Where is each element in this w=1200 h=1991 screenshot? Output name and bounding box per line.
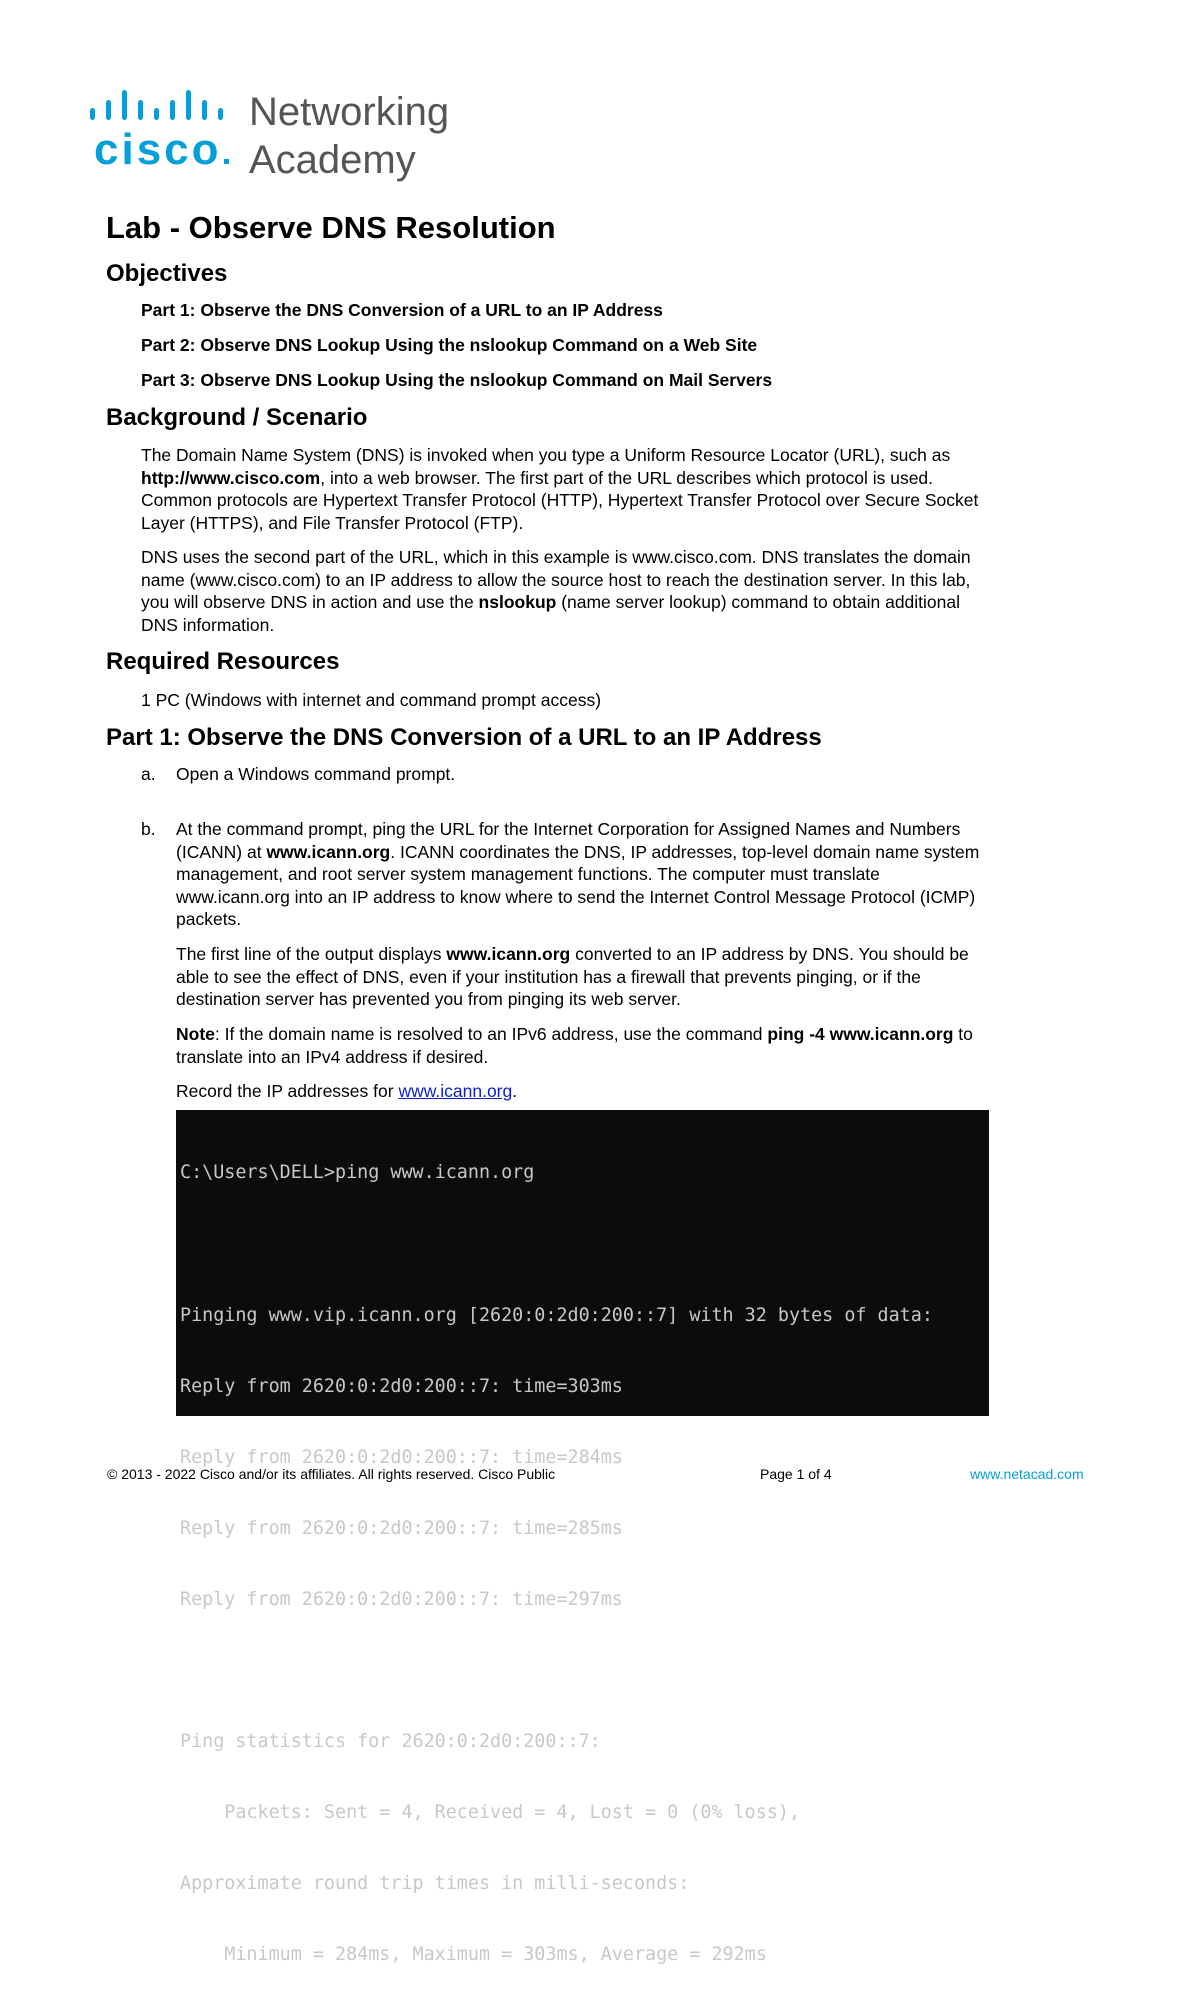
- objective-part-3: Part 3: Observe DNS Lookup Using the nslookup Command on Mail Servers: [141, 370, 773, 390]
- background-paragraph-1: [141, 444, 1101, 534]
- cisco-networking-academy-logo: [86, 88, 466, 182]
- objective-part-1: Part 1: Observe the DNS Conversion of a URL to an IP Address: [141, 300, 663, 320]
- terminal-line: Minimum = 284ms, Maximum = 303ms, Average = 292ms: [180, 1944, 767, 1966]
- footer-page-number: Page 1 of 4: [760, 1466, 832, 1482]
- bg-p2-line3-pre: you will observe DNS in action and use the: [141, 592, 479, 612]
- expl-line2: able to see the effect of DNS, even if your institution has a firewall that prevents pinging, or if the: [176, 966, 921, 987]
- step-b-output-explanation: [176, 943, 1086, 1011]
- bg-p1-line2: [141, 467, 1101, 490]
- cisco-bars-icon: [86, 88, 236, 128]
- step-a-marker: a.: [141, 764, 156, 784]
- bg-p2-line1: DNS uses the second part of the URL, which in this example is www.cisco.com. DNS translates the domain: [141, 547, 971, 567]
- bg-p2-line4: DNS information.: [141, 614, 275, 635]
- record-pre: Record the IP addresses for: [176, 1081, 399, 1101]
- bg-p2-line3: [141, 591, 1101, 614]
- icann-link[interactable]: www.icann.org: [398, 1081, 513, 1101]
- step-b-line2: [176, 841, 1086, 864]
- step-b-line1: At the command prompt, ping the URL for the Internet Corporation for Assigned Names and Numbers: [176, 819, 961, 839]
- step-b-line2-pre: (ICANN) at: [176, 841, 267, 862]
- note-line2: translate into an IPv4 address if desired.: [176, 1046, 489, 1067]
- terminal-line: [180, 1659, 989, 1683]
- terminal-line: Reply from 2620:0:2d0:200::7: time=303ms: [180, 1375, 623, 1397]
- note: [176, 1023, 1086, 1068]
- expl-line1-post: converted to an IP address by DNS. You should be: [570, 944, 969, 964]
- resources-heading: Required Resources: [106, 648, 340, 675]
- step-a-text: Open a Windows command prompt.: [176, 764, 456, 784]
- academy-name-line1: Networking: [249, 90, 450, 134]
- terminal-line: Reply from 2620:0:2d0:200::7: time=284ms: [180, 1446, 623, 1468]
- terminal-line: Approximate round trip times in milli-seconds:: [180, 1873, 690, 1895]
- note-label: Note: [176, 1024, 215, 1044]
- footer-site-link[interactable]: www.netacad.com: [970, 1466, 1084, 1482]
- objective-part-2: Part 2: Observe DNS Lookup Using the nslookup Command on a Web Site: [141, 335, 758, 355]
- bg-p2-line2: name (www.cisco.com) to an IP address to allow the source host to reach the destination server. In this lab,: [141, 569, 971, 590]
- page-title: Lab - Observe DNS Resolution: [106, 210, 556, 245]
- nslookup-term: nslookup: [478, 592, 557, 612]
- expl-line3: destination server has prevented you from pinging its web server.: [176, 989, 681, 1009]
- cisco-wordmark: cisco: [94, 128, 229, 172]
- cisco-url: http://www.cisco.com: [141, 467, 321, 488]
- terminal-line: Pinging www.vip.icann.org [2620:0:2d0:200::7] with 32 bytes of data:: [180, 1304, 933, 1326]
- terminal-line: Ping statistics for 2620:0:2d0:200::7:: [180, 1731, 601, 1753]
- step-b-line3: management, and root server system management functions. The computer must translate: [176, 864, 880, 884]
- bg-p1-line4: Layer (HTTPS), and File Transfer Protocol (FTP).: [141, 512, 524, 533]
- step-b-line5: packets.: [176, 909, 242, 929]
- step-b-text: [176, 818, 1086, 931]
- academy-name-line2: Academy: [249, 138, 416, 182]
- bg-p2-line3-post: (name server lookup) command to obtain additional: [556, 592, 961, 612]
- background-paragraph-2: [141, 546, 1101, 636]
- bg-p1-line1: The Domain Name System (DNS) is invoked when you type a Uniform Resource Locator (URL), such as: [141, 445, 951, 465]
- step-b-line4: www.icann.org into an IP address to know where to send the Internet Control Message Protocol (ICMP): [176, 886, 976, 907]
- terminal-line: Reply from 2620:0:2d0:200::7: time=297ms: [180, 1588, 623, 1610]
- footer-copyright: © 2013 - 2022 Cisco and/or its affiliates. All rights reserved. Cisco Public: [107, 1466, 556, 1482]
- icann-url: www.icann.org: [266, 841, 391, 862]
- note-line1: [176, 1023, 1086, 1046]
- note-post: to: [953, 1024, 973, 1044]
- record-instruction: [176, 1080, 1086, 1103]
- terminal-line: [180, 1233, 989, 1257]
- background-heading: Background / Scenario: [106, 404, 368, 431]
- terminal-line: C:\Users\DELL>ping www.icann.org: [180, 1162, 535, 1184]
- expl-line1: [176, 943, 1086, 966]
- expl-line1-pre: The first line of the output displays: [176, 944, 447, 964]
- note-pre: : If the domain name is resolved to an IPv6 address, use the command: [214, 1024, 768, 1044]
- bg-p1-line3: Common protocols are Hypertext Transfer Protocol (HTTP), Hypertext Transfer Protocol over Secure Socket: [141, 490, 979, 510]
- step-b-line2-post: . ICANN coordinates the DNS, IP addresses, top-level domain name system: [390, 841, 980, 862]
- part1-heading: Part 1: Observe the DNS Conversion of a URL to an IP Address: [106, 724, 822, 751]
- bg-p1-line2-rest: , into a web browser. The first part of the URL describes which protocol is used.: [320, 467, 934, 488]
- ping-command: ping -4 www.icann.org: [767, 1024, 954, 1044]
- academy-name: [249, 88, 449, 184]
- icann-url-bold: www.icann.org: [446, 944, 571, 964]
- terminal-line: Reply from 2620:0:2d0:200::7: time=285ms: [180, 1517, 623, 1539]
- step-b-marker: b.: [141, 819, 156, 839]
- record-post: .: [512, 1081, 518, 1101]
- objectives-heading: Objectives: [106, 260, 228, 287]
- terminal-line: Packets: Sent = 4, Received = 4, Lost = 0 (0% loss),: [180, 1802, 801, 1824]
- resources-item: 1 PC (Windows with internet and command prompt access): [141, 690, 602, 710]
